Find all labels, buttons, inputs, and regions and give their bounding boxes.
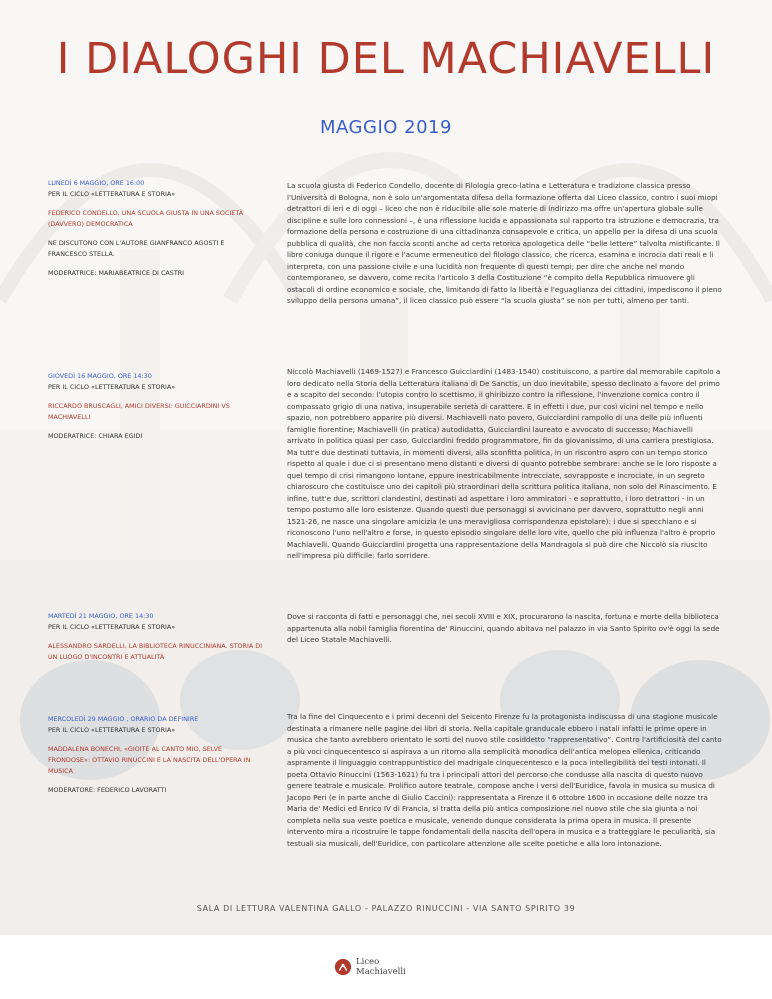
- event-date: MERCOLEDÌ 29 MAGGIO , ORARIO DA DEFINIRE: [48, 715, 199, 723]
- event-date: MARTEDÌ 21 MAGGIO, ORE 14:30: [48, 612, 154, 620]
- event-info: [48, 714, 263, 796]
- event-talk: ALESSANDRO SARDELLI, LA BIBLIOTECA RINUCCINIANA. STORIA DI UN LUOGO D'INCONTRI E ATTUALITÀ: [48, 642, 263, 661]
- event-moderator: MODERATRICE: CHIARA EGIDI: [48, 432, 143, 440]
- logo-line2: Machiavelli: [356, 967, 406, 977]
- event-talk: FEDERICO CONDELLO, UNA SCUOLA GIUSTA IN UNA SOCIETÀ (DAVVERO) DEMOCRATICA: [48, 209, 244, 228]
- event-description: Dove si racconta di fatti e personaggi che, nei secoli XVIII e XIX, procurarono la nascita, fortuna e morte della biblioteca appartenuta alla nobil famiglia fiorentina de' Rinuccini, quando abitava nel palazzo in via Santo Spirito ov'è oggi la sede del Liceo Statale Machiavelli.: [287, 612, 720, 644]
- event-talk: MADDALENA BONECHI, «GIOITE AL CANTO MIO, SELVE FRONDOSE»: OTTAVIO RINUCCINI E LA NASCITA DELL'OPERA IN MUSICA: [48, 745, 251, 775]
- page-title: I DIALOGHI DEL MACHIAVELLI: [56, 34, 716, 84]
- event-description: Niccolò Machiavelli (1469-1527) e Francesco Guicciardini (1483-1540) costituiscono, a partire dal memorabile capitolo a loro dedicato nella Storia della Letteratura italiana di De Sanctis, un duo inevitabile, spesso declinato a favore del primo e a scapito del secondo: l'utopia contro lo scettismo, il ghiribizzo contro la riflessione, l'invenzione comica contro il compassato grigio di una nativa, insuperabile serietà di carattere. E in effetti i due, pur così vicini nel tempo e nello spazio, non potrebbero apparire più diversi. Machiavelli nato povero, Guicciardini rampollo di una delle più influenti famiglie fiorentine; Machiavelli (in pratica) autodidatta, Guicciardini laureato e avvocato di successo; Machiavelli arrivato in politica quasi per caso, Guicciardini freddo programmatore, fin da giovanissimo, di una carriera prestigiosa. Ma tutt'e due destinati tuttavia, in momenti diversi, alla sconfitta politica, in un riscontro aspro con un tempo storico rispetto al quale i due ci si presentano meno distanti e diversi di quanto potrebbe sembrare: anche se le loro risposte a quel tempo di crisi rimangono lontane, eppure inestricabilmente intrecciate, sovrapposte e incrociate, in un segreto chiaroscuro che costituisce uno dei capitoli più straordinari della scrittura politica italiana, non solo del Rinascimento. E infine, tutt'e due, scrittori clandestini, destinati ad aspettare i loro ammiratori - e soprattutto, i loro detrattori - in un tempo postumo alle loro esistenze. Quando questi due personaggi si avvicinano per davvero, soprattutto negli anni 1521-26, ne nasce una singolare amicizia (e una meravigliosa corrispondenza epistolare): i due si specchiano e si riconoscono l'uno nell'altro e forse, in questo episodio singolare delle loro vite, quello che più influenza l'altro è proprio Machiavelli. Quando Guicciardini progetta una rappresentazione della Mandragola si può dire che Niccolò sia riuscito nell'impresa più difficile: farlo sorridere.: [287, 367, 721, 560]
- event-cycle: PER IL CICLO «LETTERATURA E STORIA»: [48, 623, 176, 631]
- event-info: [48, 178, 263, 279]
- event-date: GIOVEDÌ 16 MAGGIO, ORE 14:30: [48, 372, 152, 380]
- event-cycle: PER IL CICLO «LETTERATURA E STORIA»: [48, 383, 176, 391]
- event-description: La scuola giusta di Federico Condello, docente di Filologia greco-latina e Letteratura e tradizione classica presso l'Università di Bologna, non è solo un'argomentata difesa della formazione offerta dal Liceo classico, contro i suoi miopi detrattori di ieri e di oggi – liceo che non è riducibile alle sole materie di indirizzo ma offre un'apertura globale sulle discipline e sulle loro connessioni –, è una riflessione lucida e appassionata sul rapporto tra istruzione e democrazia, tra formazione della persona e costruzione di una cittadinanza consapevole e critica, un appello per la difesa di una scuola pubblica di qualità, che non faccia sconti anche ad certa retorica apologetica delle “belle lettere” talvolta mistificante. Il libro coniuga dunque il rigore e l'acume ermeneutico del filologo classico, che ricerca, esamina e incrocia dati reali e li interpreta, con una passione civile e una lucidità non frequente di questi tempi; per dire che anche nel mondo contemporaneo, se davvero, come recita l'articolo 3 della Costituzione “è compito della Repubblica rimuovere gli ostacoli di ordine economico e sociale, che, limitando di fatto la libertà e l'eguaglianza dei cittadini, impediscono il pieno sviluppo della persona umana”, il liceo classico può essere “la scuola giusta” se non per tutti, almeno per tanti.: [287, 181, 722, 305]
- venue-line: SALA DI LETTURA VALENTINA GALLO - PALAZZO RINUCCINI - VIA SANTO SPIRITO 39: [196, 904, 576, 913]
- event-info: [48, 371, 263, 442]
- event-info: [48, 611, 263, 663]
- liceo-logo-icon: [334, 958, 352, 976]
- event-date: LUNEDÌ 6 MAGGIO, ORE 16:00: [48, 179, 145, 187]
- event-moderator: MODERATRICE: MARIABEATRICE DI CASTRI: [48, 269, 185, 277]
- event-description: Tra la fine del Cinquecento e i primi decenni del Seicento Firenze fu la protagonista indiscussa di una stagione musicale destinata a rimanere nelle pagine dei libri di storia. Nella capitale granducale ebbero i natali infatti le prime opere in musica che tanto avrebbero orientato le sorti del nuovo stile cosiddetto “rappresentativo”. Contro l'artificiosità del canto a più voci cinquecentesco si aspirava a un ritorno alla semplicità monodica dell'antica melopea ellenica, criticando aspramente il linguaggio contrappuntistico del madrigale cinquecentesco e la poca intellegibilità dei testi intonati. Il poeta Ottavio Rinuccini (1563-1621) fu tra i principali attori del percorso che condusse alla nascita di questo nuovo genere teatrale e musicale. Prolifico autore teatrale, compose anche i versi dell'Euridice, favola in musica su musica di Jacopo Peri (e in parte anche di Giulio Caccini): rappresentata a Firenze il 6 ottobre 1600 in occasione delle nozze tra Maria de' Medici ed Enrico IV di Francia, si tratta della più antica composizione nel nuovo stile che sia giunta a noi completa nella sua veste poetica e musicale, venendo dunque considerata la prima opera in musica. Il presente intervento mira a ricostruire le tappe fondamentali della nascita dell'opera in musica e a tratteggiare le peculiarità, sia testuali sia musicali, dell'Euridice, con particolare attenzione alle scelte poetiche e alla loro intonazione.: [287, 712, 722, 848]
- logo-line1: Liceo: [356, 957, 380, 967]
- event-note: NE DISCUTONO CON L'AUTORE GIANFRANCO AGOSTI E FRANCESCO STELLA.: [48, 239, 225, 258]
- school-logo: [334, 957, 406, 977]
- event-cycle: PER IL CICLO «LETTERATURA E STORIA»: [48, 726, 176, 734]
- month-heading: MAGGIO 2019: [320, 117, 452, 138]
- event-cycle: PER IL CICLO «LETTERATURA E STORIA»: [48, 190, 176, 198]
- event-moderator: MODERATORE: FEDERICO LAVORATTI: [48, 786, 167, 794]
- event-talk: RICCARDO BRUSCAGLI, AMICI DIVERSI: GUICCIARDINI VS MACHIAVELLI: [48, 402, 230, 421]
